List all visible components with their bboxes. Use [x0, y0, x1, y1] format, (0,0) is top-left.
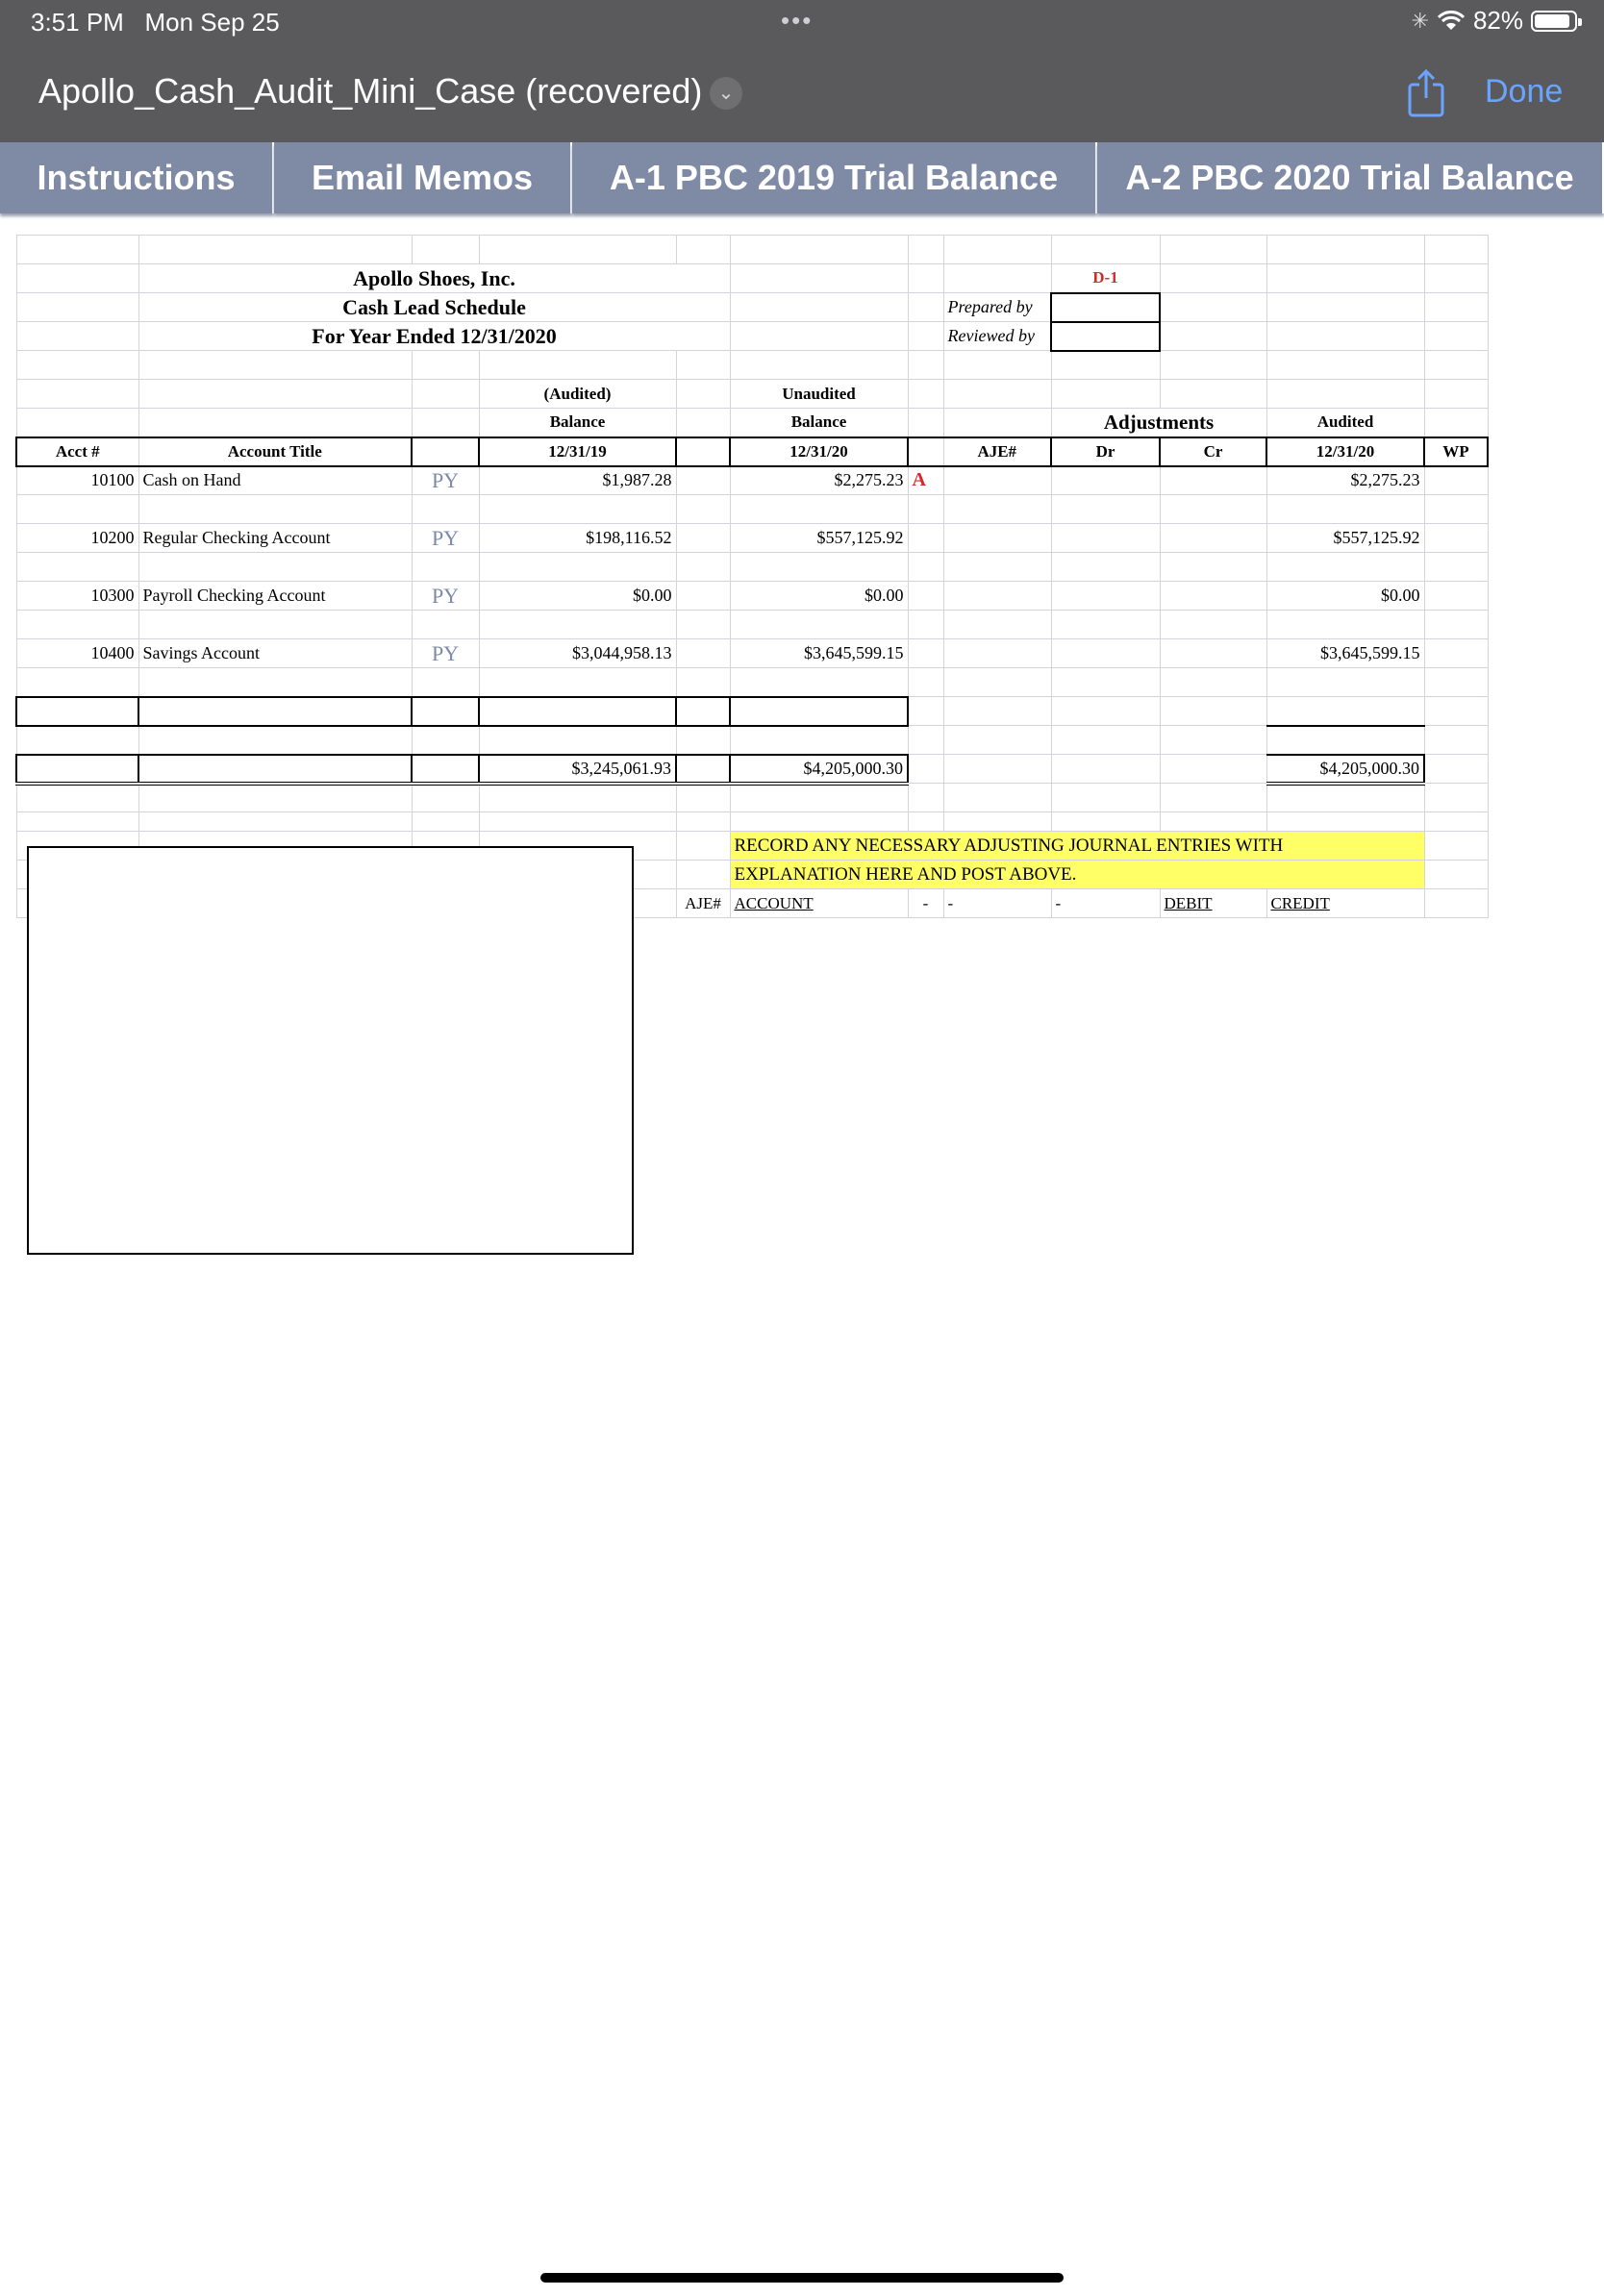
account-title[interactable]: Payroll Checking Account: [138, 582, 412, 611]
tab-a2-2020-trial-balance[interactable]: A-2 PBC 2020 Trial Balance: [1097, 142, 1604, 213]
cash-lead-schedule-sheet[interactable]: [15, 235, 1497, 918]
prepared-by-cell[interactable]: [1051, 293, 1160, 322]
totals-row[interactable]: [16, 755, 1488, 784]
header-balance-py: Balance: [479, 409, 676, 437]
status-bar: [0, 0, 1604, 46]
total-audited-balance[interactable]: $4,205,000.30: [1266, 755, 1424, 784]
header-adjustments: Adjustments: [1051, 409, 1266, 437]
credit-column-label: CREDIT: [1266, 889, 1424, 918]
audited-balance[interactable]: $3,645,599.15: [1266, 639, 1424, 668]
battery-percent: 82%: [1472, 6, 1523, 35]
header-audited: Audited: [1266, 409, 1424, 437]
acct-number[interactable]: 10400: [16, 639, 138, 668]
audited-balance[interactable]: $2,275.23: [1266, 466, 1424, 495]
total-unaudited-balance[interactable]: $4,205,000.30: [730, 755, 908, 784]
header-wp: WP: [1424, 437, 1488, 466]
wifi-icon: [1437, 11, 1466, 32]
py-balance[interactable]: $1,987.28: [479, 466, 676, 495]
schedule-title: Cash Lead Schedule: [138, 293, 730, 322]
py-balance[interactable]: $0.00: [479, 582, 676, 611]
share-icon[interactable]: [1402, 67, 1450, 119]
table-row[interactable]: [16, 524, 1488, 553]
unaudited-balance[interactable]: $0.00: [730, 582, 908, 611]
sheet-tabs: [0, 142, 1604, 215]
account-title[interactable]: Savings Account: [138, 639, 412, 668]
unaudited-balance[interactable]: $2,275.23: [730, 466, 908, 495]
status-time: 3:51 PM Mon Sep 25: [31, 8, 280, 37]
tickmark-py[interactable]: PY: [412, 639, 479, 668]
dash-cell: -: [908, 889, 943, 918]
unaudited-balance[interactable]: $3,645,599.15: [730, 639, 908, 668]
tickmark-py[interactable]: PY: [412, 466, 479, 495]
py-balance[interactable]: $198,116.52: [479, 524, 676, 553]
schedule-period: For Year Ended 12/31/2020: [138, 322, 730, 351]
tab-email-memos[interactable]: Email Memos: [274, 142, 572, 213]
tab-a1-2019-trial-balance[interactable]: A-1 PBC 2019 Trial Balance: [572, 142, 1097, 213]
title-bar: [0, 46, 1604, 142]
text-box[interactable]: [27, 846, 634, 1255]
header-dr: Dr: [1051, 437, 1160, 466]
header-cy-date: 12/31/20: [730, 437, 908, 466]
tickmark-py[interactable]: PY: [412, 582, 479, 611]
header-audited-paren: (Audited): [479, 380, 676, 409]
acct-number[interactable]: 10200: [16, 524, 138, 553]
chevron-down-icon[interactable]: ⌄: [710, 77, 742, 110]
tickmark-py[interactable]: PY: [412, 524, 479, 553]
unaudited-balance[interactable]: $557,125.92: [730, 524, 908, 553]
aje-instruction-line2: EXPLANATION HERE AND POST ABOVE.: [730, 861, 1424, 889]
header-cr: Cr: [1160, 437, 1266, 466]
py-balance[interactable]: $3,044,958.13: [479, 639, 676, 668]
prepared-by-label: Prepared by: [943, 293, 1051, 322]
activity-icon: ✳: [1411, 8, 1429, 33]
tab-instructions[interactable]: Instructions: [0, 142, 274, 213]
company-name: Apollo Shoes, Inc.: [138, 264, 730, 293]
battery-icon: [1531, 11, 1577, 32]
home-indicator[interactable]: [540, 2273, 1064, 2283]
debit-column-label: DEBIT: [1160, 889, 1266, 918]
multitasking-dots[interactable]: •••: [781, 6, 814, 35]
header-unaudited: Unaudited: [730, 380, 908, 409]
aje-instruction-line1: RECORD ANY NECESSARY ADJUSTING JOURNAL ENTRIES WITH: [730, 832, 1424, 861]
table-row[interactable]: [16, 582, 1488, 611]
header-account-title: Account Title: [138, 437, 412, 466]
status-indicators: [1412, 6, 1577, 36]
reviewed-by-cell[interactable]: [1051, 322, 1160, 351]
acct-number[interactable]: 10300: [16, 582, 138, 611]
account-column-label: ACCOUNT: [730, 889, 908, 918]
dash-cell: -: [1051, 889, 1160, 918]
done-button[interactable]: Done: [1485, 73, 1564, 110]
spreadsheet-grid: [15, 235, 1489, 918]
table-row[interactable]: [16, 466, 1488, 495]
workpaper-ref: D-1: [1051, 264, 1160, 293]
document-title[interactable]: Apollo_Cash_Audit_Mini_Case (recovered): [38, 71, 703, 111]
acct-number[interactable]: 10100: [16, 466, 138, 495]
aje-column-label: AJE#: [676, 889, 730, 918]
tickmark-a[interactable]: A: [908, 466, 943, 495]
header-py-date: 12/31/19: [479, 437, 676, 466]
header-balance-cy: Balance: [730, 409, 908, 437]
header-audited-date: 12/31/20: [1266, 437, 1424, 466]
account-title[interactable]: Regular Checking Account: [138, 524, 412, 553]
audited-balance[interactable]: $557,125.92: [1266, 524, 1424, 553]
audited-balance[interactable]: $0.00: [1266, 582, 1424, 611]
dash-cell: -: [943, 889, 1051, 918]
table-row[interactable]: [16, 639, 1488, 668]
header-acct: Acct #: [16, 437, 138, 466]
header-aje: AJE#: [943, 437, 1051, 466]
total-py-balance[interactable]: $3,245,061.93: [479, 755, 676, 784]
account-title[interactable]: Cash on Hand: [138, 466, 412, 495]
reviewed-by-label: Reviewed by: [943, 322, 1051, 351]
